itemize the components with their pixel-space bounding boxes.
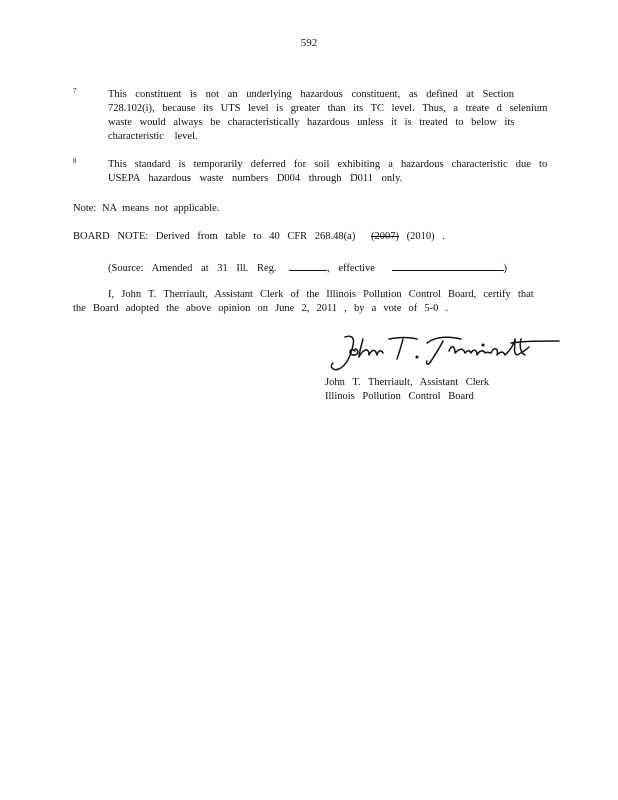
source-open: (Source: Amended at 31 Ill. Reg. (108, 263, 277, 274)
page-number: 592 (300, 37, 318, 49)
signatory-name-title: John T. Therriault, Assistant Clerk (325, 377, 490, 388)
board-note-struck-year: (2007) (370, 231, 399, 242)
source-close: ) (503, 263, 508, 274)
footnote-line: characteristic level. (108, 131, 198, 142)
footnote-line: waste would always be characteristically hazardous unless it is treated to below its (108, 117, 515, 128)
footnote-line: This constituent is not an underlying hazardous constituent, as defined at Section (108, 89, 515, 100)
footnote-line: USEPA hazardous waste numbers D004 through D011 only. (108, 173, 403, 184)
certification-line-2: the Board adopted the above opinion on June 2, 2011 , by a vote of 5-0 . (73, 303, 449, 314)
footnote-7-text (108, 88, 548, 144)
board-note (73, 230, 445, 244)
footnote-line: This standard is temporarily deferred for soil exhibiting a hazardous characteristic due to (108, 159, 548, 170)
signature-graphic (325, 325, 565, 373)
register-blank (289, 259, 327, 271)
footnote-8-text (108, 158, 548, 186)
source-line (108, 259, 507, 276)
footnote-7-marker: 7 (73, 87, 77, 95)
certification-line-1: I, John T. Therriault, Assistant Clerk of the Illinois Pollution Control Board, certify that (108, 289, 534, 300)
note-text: Note: NA means not applicable. (73, 203, 220, 214)
effective-date-blank (392, 259, 504, 271)
signatory-organization: Illinois Pollution Control Board (325, 391, 474, 402)
footnote-8-marker: 8 (73, 157, 77, 165)
handwritten-signature (325, 325, 565, 373)
board-note-suffix: (2010) . (406, 231, 445, 242)
board-note-prefix: BOARD NOTE: Derived from table to 40 CFR 268.48(a) (73, 231, 356, 242)
footnote-line: 728.102(i), because its UTS level is greater than its TC level. Thus, a treate d selenium (108, 103, 548, 114)
source-effective: , effective (327, 263, 375, 274)
